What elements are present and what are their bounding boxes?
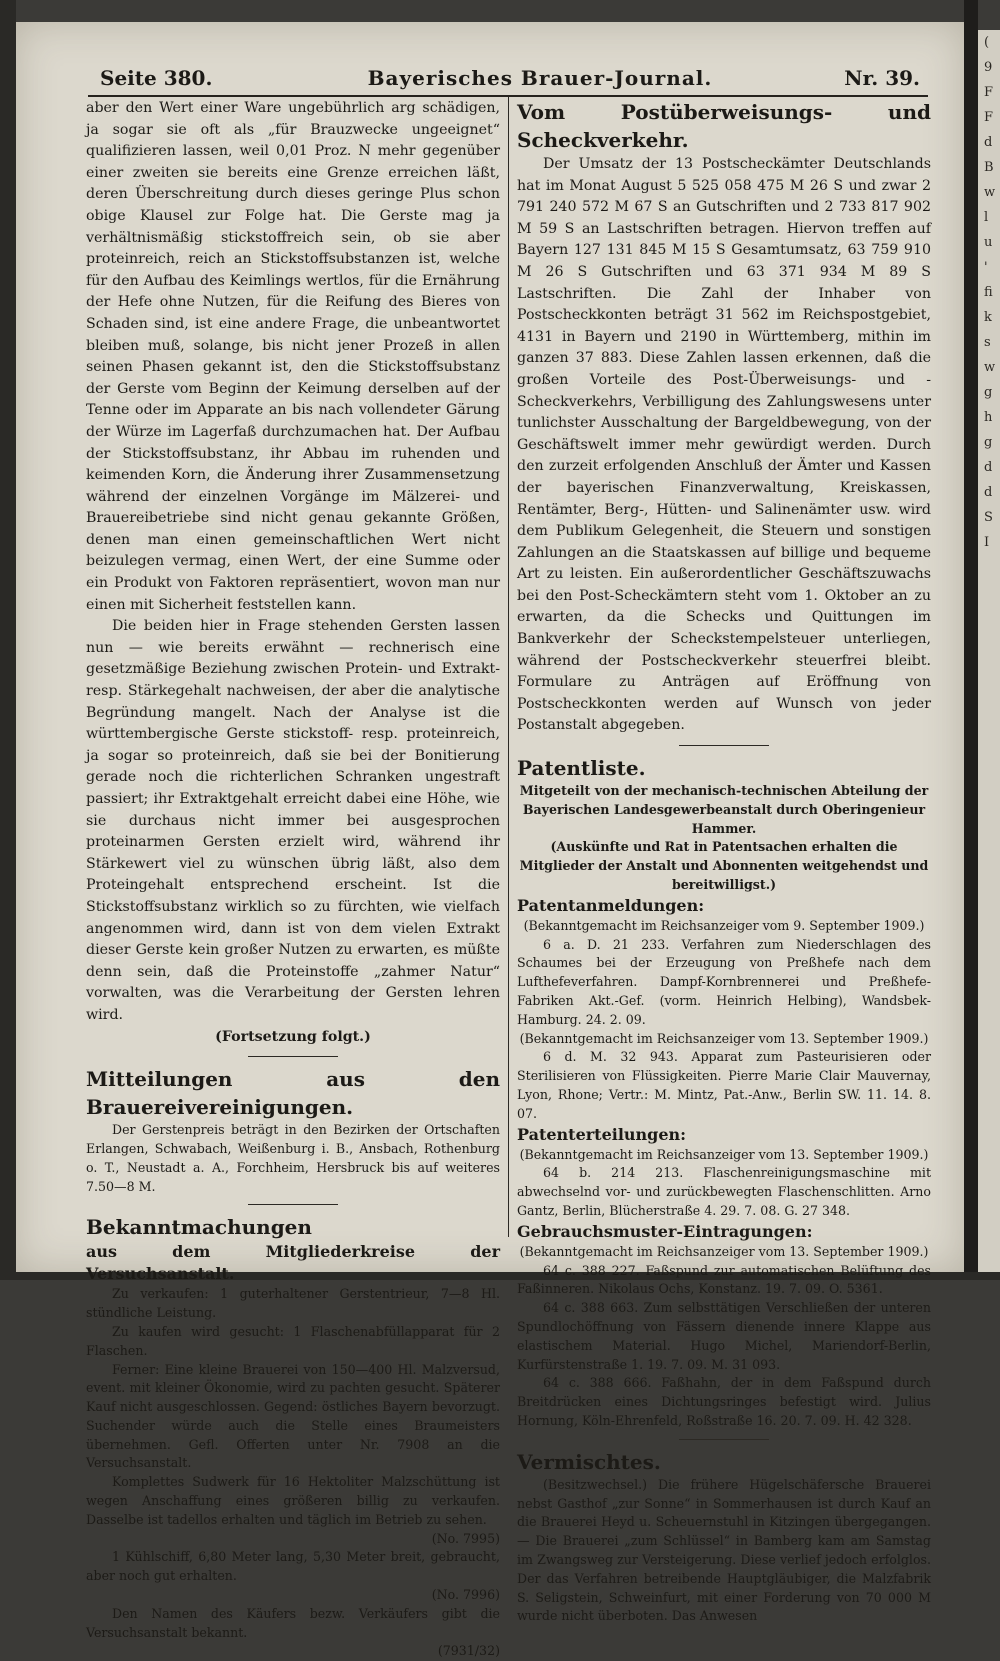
journal-title: Bayerisches Brauer-Journal. [367, 66, 713, 90]
page-number: Seite 380. [100, 66, 213, 90]
left-column [86, 98, 500, 1661]
patent-entry: 6 d. M. 32 943. Apparat zum Pasteurisieren oder Sterilisieren von Flüssigkeiten. Pierre Marie Clair Mauvernay, Lyon, Rhone; Vertr.: M. Mintz, Pat.-Anw., Berlin SW. 11. 14. 8. 07. [517, 1049, 931, 1121]
section-title-mitteilungen: Mitteilungen aus den Brauereivereinigungen. [86, 1067, 500, 1120]
section-title-post: Vom Postüberweisungs- und Scheckverkehr. [517, 100, 931, 152]
publication-reference: (Bekanntgemacht im Reichsanzeiger vom 9. September 1909.) [523, 917, 925, 933]
subsection-title-anmeldungen: Patentanmeldungen: [517, 895, 705, 915]
adjacent-page-strip: ( 9 F F d B w l u ' fi k s w g h g d d S I [978, 30, 1000, 1280]
section-divider [248, 1056, 338, 1057]
section-divider [248, 1204, 338, 1205]
patent-entry: 64 b. 214 213. Flaschenreinigungsmaschine mit abwechselnd vor- und zurückbewegten Flaschenschlitten. Arno Gantz, Berlin, Blücherstraße 4. 29. 7. 08. G. 27 348. [517, 1165, 931, 1218]
ad-reference: (No. 7995) [431, 1530, 500, 1546]
patent-entry: 64 c. 388 666. Faßhahn, der in dem Faßspund durch Breitdrücken eines Dichtungsringes befestigt wird. Julius Hornung, Köln-Ehrenfeld, Roßstraße 16. 20. 7. 09. H. 42 328. [517, 1375, 931, 1428]
section-divider [679, 1439, 769, 1440]
patent-entry: 6 a. D. 21 233. Verfahren zum Niederschlagen des Schaumes bei der Erzeugung von Preßhefe nach dem Lufthefeverfahren. Dampf-Kornbrennerei und Preßhefe-Fabriken Akt.-Gef. (vorm. Heinrich Helbing), Wandsbek-Hamburg. 24. 2. 09. [517, 936, 931, 1027]
patent-source-note: Mitgeteilt von der mechanisch-technischen Abteilung der Bayerischen Landesgewerbeanstalt durch Oberingenieur Hammer. [519, 783, 929, 836]
right-column [517, 98, 931, 1626]
vermischtes-text: (Besitzwechsel.) Die frühere Hügelschäfersche Brauerei nebst Gasthof „zur Sonne“ in Sommerhausen ist durch Kauf an die Brauerei Heyd u. Scheuernstuhl in Kitzingen übergegangen. — Die Brauerei „zum Schlüssel“ in Bamberg kam am Samstag im Zwangsweg zur Versteigerung. Diese verlief jedoch erfolglos. Der das Verfahren betreibende Hauptgläubiger, die Malzfabrik S. Seligstein, Schweinfurt, mit einer Forderung von 70 000 M wurde nicht überboten. Das Anwesen [517, 1476, 931, 1624]
section-title-patentliste: Patentliste. [517, 756, 646, 781]
section-divider [679, 745, 769, 746]
issue-number: Nr. 39. [844, 66, 920, 90]
publication-reference: (Bekanntgemacht im Reichsanzeiger vom 13. September 1909.) [519, 1030, 929, 1046]
post-text: Der Umsatz der 13 Postscheckämter Deutschlands hat im Monat August 5 525 058 475 M 26 S und zwar 2 791 240 572 M 67 S an Gutschriften und 2 733 817 902 M 59 S an Lastschriften betragen. Hiervon treffen auf Bayern 127 131 845 M 15 S Gesamtumsatz, 63 759 910 M 26 S Gutschriften und 63 371 934 M 89 S Lastschriften. Die Zahl der Inhaber von Postscheckkonten beträgt 31 562 im Reichspostgebiet, 4131 in Bayern und 2190 in Württemberg, mithin im ganzen 37 883. Diese Zahlen lassen erkennen, daß die großen Vorteile des Post-Überweisungs- und -Scheckverkehrs, Verbilligung des Zahlungswesens unter tunlichster Ausschaltung der Bargeldbewegung, von der Geschäftswelt immer mehr gewürdigt werden. Durch den zurzeit erfolgenden Anschluß der Ämter und Kassen der bayerischen Finanzverwaltung, Kreiskassen, Rentämter, Berg-, Hütten- und Salinenämter usw. wird dem Publikum Gelegenheit, die Steuern und sonstigen Zahlungen an die Staatskassen auf billige und bequeme Art zu leisten. Ein außerordentlicher Geschäftszuwachs bei den Post-Scheckämtern steht vom 1. Oktober an zu erwarten, da die Schecks und Quittungen im Bankverkehr der Scheckstempelsteuer unterliegen, während der Postscheckverkehr steuerfrei bleibt. Formulare zu Anträgen auf Eröffnung von Postscheckkonten werden auf Wunsch von jeder Postanstalt abgegeben. [517, 156, 931, 734]
article-paragraph: Die beiden hier in Frage stehenden Gersten lassen nun — wie bereits erwähnt — rechnerisch eine gesetzmäßige Beziehung zwischen Protein- und Extrakt- resp. Stärkegehalt nachweisen, der aber die analytische Begründung mangelt. Nach der Analyse ist die württembergische Gerste stickstoff- resp. proteinreich, ja sogar so proteinreich, daß sie bei der Bonitierung gerade noch die richterlichen Schranken ungestraft passiert; ihr Extraktgehalt erreicht dabei eine Höhe, wie sie durchaus nicht immer bei ausgesprochen proteinarmen Gersten erzielt wird, während ihr Stärkewert viel zu wünschen übrig läßt, also dem Proteingehalt entsprechend erscheint. Ist die Stickstoffsubstanz wirklich so zu fürchten, wie vielfach angenommen wird, dann ist von dem vielen Extrakt dieser Gerste kein großer Nutzen zu erwarten, es müßte denn sein, daß die Proteinstoffe „zahmer Natur“ vorwalten, was die Verarbeitung der Gersten lehren wird. [86, 618, 500, 1023]
mitteilungen-text: Der Gerstenpreis beträgt in den Bezirken der Ortschaften Erlangen, Schwabach, Weißenburg i. B., Ansbach, Rothenburg o. T., Neustadt a. A., Forchheim, Hersbruck bis auf weiteres 7.50—8 M. [86, 1122, 500, 1194]
ad-item: Zu kaufen wird gesucht: 1 Flaschenabfüllapparat für 2 Flaschen. [86, 1323, 500, 1358]
subsection-title-erteilungen: Patenterteilungen: [517, 1124, 687, 1144]
article-paragraph: aber den Wert einer Ware ungebührlich arg schädigen, ja sogar sie oft als „für Brauzwecke ungeeignet“ qualifizieren lassen, weil 0,01 Proz. N mehr gegenüber einer zweiten sie bereits eine Grenze erreichen läßt, deren Überschreitung durch dieses geringe Plus schon obige Klausel zur Folge hat. Die Gerste mag ja verhältnismäßig stickstoffreich sein, ob sie aber proteinreich, reich an Stickstoffsubstanzen ist, welche für den Aufbau des Keimlings wertlos, für die Ernährung der Hefe ohne Nutzen, für die Reifung des Bieres von Schaden sind, ist eine andere Frage, die unbeantwortet bleiben muß, solange, bis nicht jener Prozeß in allen seinen Phasen gekannt ist, den die Stickstoffsubstanz der Gerste vom Beginn der Keimung derselben auf der Tenne oder im Apparate an bis nach vollendeter Gärung der Würze im Lagerfaß durchzumachen hat. Der Aufbau der Stickstoffsubstanz, ihr Abbau im ruhenden und keimenden Korn, die Änderung ihrer Zusammensetzung während der einzelnen Vorgänge im Mälzerei- und Brauereibetriebe sind nicht genau gekannte Größen, denen man einen gemeinschaftlichen Wert nicht beizulegen vermag, einen Wert, der eine Summe oder ein Produkt von Faktoren repräsentiert, wovon man nur einen mit Sicherheit feststellen kann. [86, 100, 500, 613]
patent-info-note: (Auskünfte und Rat in Patentsachen erhalten die Mitglieder der Anstalt und Abonnenten weitgehendst und bereitwilligst.) [519, 839, 929, 893]
publication-reference: (Bekanntgemacht im Reichsanzeiger vom 13. September 1909.) [519, 1243, 929, 1259]
section-title-bekanntmachungen: Bekanntmachungen [86, 1215, 312, 1240]
section-subtitle-bekanntmachungen: aus dem Mitgliederkreise der Versuchsanstalt. [86, 1242, 500, 1284]
publication-reference: (Bekanntgemacht im Reichsanzeiger vom 13. September 1909.) [519, 1146, 929, 1162]
ad-item: 1 Kühlschiff, 6,80 Meter lang, 5,30 Meter breit, gebraucht, aber noch gut erhalten. [86, 1549, 500, 1584]
ad-item: Ferner: Eine kleine Brauerei von 150—400 Hl. Malzversud, event. mit kleiner Ökonomie, wird zu pachten gesucht. Späterer Kauf nicht ausgeschlossen. Gegend: östliches Bayern bevorzugt. Suchender würde auch die Stelle eines Braumeisters übernehmen. Gefl. Offerten unter Nr. 7908 an die Versuchsanstalt. [86, 1361, 500, 1471]
ad-reference: (No. 7996) [431, 1587, 500, 1603]
section-title-vermischtes: Vermischtes. [517, 1449, 661, 1474]
patent-entry: 64 c. 388 227. Faßspund zur automatischen Belüftung des Faßinneren. Nikolaus Ochs, Konstanz. 19. 7. 09. O. 5361. [517, 1262, 931, 1297]
ad-item: Zu verkaufen: 1 guterhaltener Gerstentrieur, 7—8 Hl. stündliche Leistung. [86, 1286, 500, 1321]
scanner-background-left [0, 0, 16, 1280]
continuation-note: (Fortsetzung folgt.) [215, 1028, 371, 1045]
subsection-title-gebrauchsmuster: Gebrauchsmuster-Eintragungen: [517, 1221, 813, 1241]
ad-item: Den Namen des Käufers bezw. Verkäufers gibt die Versuchsanstalt bekannt. [86, 1605, 500, 1640]
patent-entry: 64 c. 388 663. Zum selbsttätigen Verschließen der unteren Spundlochöffnung von Fässern dienende innere Klappe aus elastischem Material. Hugo Michel, Mariendorf-Berlin, Kurfürstenstraße 1. 19. 7. 09. M. 31 093. [517, 1300, 931, 1372]
ad-item: Komplettes Sudwerk für 16 Hektoliter Malzschüttung ist wegen Anschaffung eines größeren billig zu verkaufen. Dasselbe ist tadellos erhalten und täglich im Betrieb zu sehen. [86, 1474, 500, 1527]
book-spine-shadow [964, 0, 978, 1280]
column-divider [508, 97, 509, 1237]
ad-reference: (7931/32) [437, 1643, 500, 1659]
page-header [100, 66, 920, 94]
